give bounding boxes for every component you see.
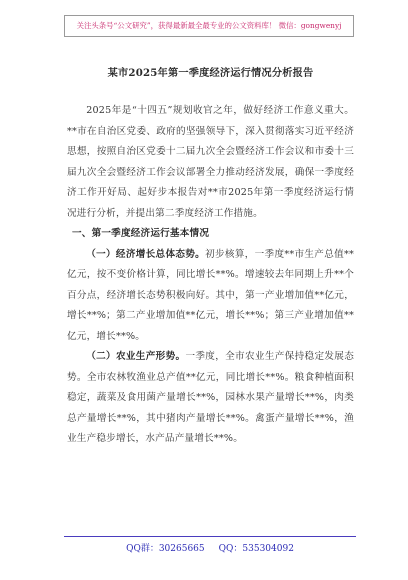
intro-paragraph: 2025年是“十四五”规划收官之年，做好经济工作意义重大。**市在自治区党委、政府的坚强领导下，深入贯彻落实习近平经济思想，按照自治区党委十二届九次全会暨经济工作会议和市委十三届九次全会暨经济工作会议部署全力推动经济发展，确保一季度经济工作开好局、起好步本报告对**市2025年第一季度经济运行情况进行分析，并提出第二季度经济工作措施。 — [67, 105, 354, 219]
footer-divider — [64, 536, 356, 537]
item-1-body: 初步核算，一季度**市生产总值**亿元，按不变价格计算，同比增长**%。增速较去年同期上升**个百分点，经济增长态势积极向好。其中，第一产业增加值**亿元，增长**%；第二产业增加值**亿元，增长**%；第三产业增加值**亿元，增长**%。 — [67, 248, 354, 342]
item-2-heading: （二）农业生产形势。 — [86, 351, 186, 362]
document-title: 某市2025年第一季度经济运行情况分析报告 — [107, 67, 314, 79]
document-body — [67, 63, 354, 450]
section-heading-1: 一、第一季度经济运行基本情况 — [72, 228, 210, 239]
item-2-paragraph — [67, 347, 354, 450]
footer-qq: QQ：535304092 — [218, 544, 294, 554]
footer-qq-group: QQ群：30265665 — [126, 544, 205, 554]
header-banner — [64, 15, 354, 37]
item-1-paragraph — [67, 245, 354, 348]
footer-contacts — [64, 541, 356, 554]
banner-text: 关注头条号“公文研究”，获得最新最全最专业的公文资料库！ 微信：gongwenyj — [76, 21, 342, 30]
item-1-heading: （一）经济增长总体态势。 — [86, 248, 206, 260]
item-2-body: 一季度，全市农业生产保持稳定发展态势。全市农林牧渔业总产值**亿元，同比增长**%。粮食种植面积稳定，蔬菜及食用菌产量增长**%，园林水果产量增长**%，肉类总产量增长**%，其中猪肉产量增长**%。禽蛋产量增长**%，渔业生产稳步增长，水产品产量增长**%。 — [67, 351, 355, 444]
